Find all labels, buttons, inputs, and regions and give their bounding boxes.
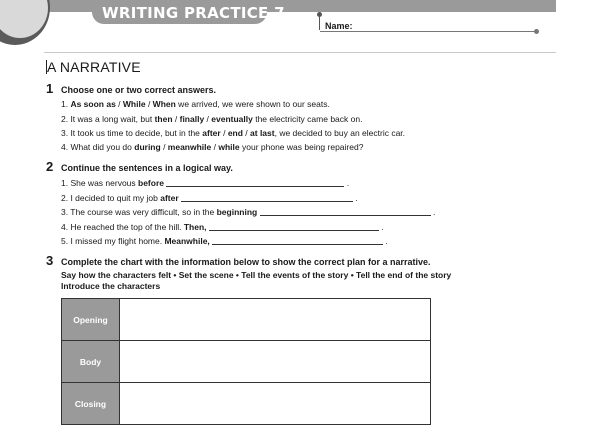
chart-row [62, 341, 431, 383]
page-title: A NARRATIVE [47, 59, 141, 75]
exercise-item [61, 222, 384, 232]
sentence-text: 3. The course was very difficult, so in the [61, 207, 217, 217]
sentence-text: 2. It was a long wait, but [61, 114, 155, 124]
answer-blank[interactable] [209, 222, 379, 231]
sentence-text: the electricity came back on. [252, 114, 363, 124]
worksheet-title: WRITING PRACTICE 7 [102, 4, 285, 22]
sentence-text: 2. I decided to quit my job [61, 193, 161, 203]
divider [44, 52, 556, 53]
sentence-text: 3. It took us time to decide, but in the [61, 128, 203, 138]
exercise-item [61, 114, 362, 124]
exercise-item [61, 178, 349, 188]
exercise-item [61, 193, 358, 203]
answer-blank[interactable] [260, 207, 431, 216]
answer-option: As soon as [70, 99, 116, 109]
answer-blank[interactable] [212, 236, 383, 245]
answer-option: Then, [183, 222, 207, 232]
section-instruction: Complete the chart with the information below to show the correct plan for a narrative. [61, 257, 431, 267]
answer-blank[interactable] [181, 193, 353, 202]
sentence-text: 1. She was nervous [61, 178, 139, 188]
sentence-end: . [344, 178, 350, 188]
answer-option: then [154, 114, 173, 124]
answer-option: end [227, 128, 243, 138]
answer-option: eventually [211, 114, 253, 124]
answer-option: after [160, 193, 179, 203]
sentence-text: 5. I missed my flight home. [61, 236, 165, 246]
answer-option: finally [179, 114, 205, 124]
sentence-text: / [172, 114, 180, 124]
sentence-text: 1. [61, 99, 71, 109]
sentence-text: / [211, 142, 219, 152]
sentence-text: your phone was being repaired? [239, 142, 364, 152]
plan-options-line: Say how the characters felt • Set the scene • Tell the events of the story • Tell the end of the story [61, 270, 452, 280]
name-field-end-dot [534, 29, 539, 34]
sentence-end: . [378, 222, 384, 232]
chart-row-label: Opening [62, 299, 120, 341]
plan-options [61, 270, 451, 292]
exercise-item [61, 207, 435, 217]
answer-option: meanwhile [167, 142, 212, 152]
exercise-item [61, 236, 388, 246]
sentence-text: we arrived, we were shown to our seats. [175, 99, 330, 109]
chart-row [62, 299, 431, 341]
exercise-item [61, 128, 405, 138]
sentence-end: . [430, 207, 436, 217]
answer-option: Meanwhile, [164, 236, 210, 246]
sentence-text: , we decided to buy an electric car. [274, 128, 406, 138]
chart-answer-cell[interactable] [120, 383, 431, 425]
narrative-plan-chart [61, 298, 431, 425]
answer-option: during [134, 142, 161, 152]
chart-answer-cell[interactable] [120, 299, 431, 341]
chart-row [62, 383, 431, 425]
sentence-text: 4. He reached the top of the hill. [61, 222, 184, 232]
answer-option: while [218, 142, 240, 152]
section-number: 2 [46, 159, 54, 174]
plan-options-line: Introduce the characters [61, 281, 161, 291]
name-label: Name: [325, 21, 353, 31]
answer-option: While [122, 99, 146, 109]
sentence-text: / [204, 114, 212, 124]
name-field[interactable] [320, 31, 538, 32]
section-instruction: Choose one or two correct answers. [61, 85, 217, 95]
section-instruction: Continue the sentences in a logical way. [61, 163, 233, 173]
answer-option: at last [250, 128, 275, 138]
answer-option: beginning [216, 207, 258, 217]
chart-row-label: Body [62, 341, 120, 383]
sentence-text: 4. What did you do [61, 142, 135, 152]
sentence-end: . [353, 193, 358, 203]
sentence-text: / [145, 99, 153, 109]
answer-blank[interactable] [166, 178, 344, 187]
section-number: 1 [46, 81, 54, 96]
section-number: 3 [46, 253, 54, 268]
name-field-tick [319, 14, 320, 30]
answer-option: before [138, 178, 164, 188]
exercise-item [61, 99, 330, 109]
answer-option: When [152, 99, 176, 109]
sentence-text: / [242, 128, 251, 138]
chart-row-label: Closing [62, 383, 120, 425]
sentence-text: / [160, 142, 168, 152]
sentence-end: . [383, 236, 388, 246]
chart-answer-cell[interactable] [120, 341, 431, 383]
answer-option: after [202, 128, 221, 138]
sentence-text: / [115, 99, 123, 109]
sentence-text: / [220, 128, 228, 138]
exercise-item [61, 142, 363, 152]
